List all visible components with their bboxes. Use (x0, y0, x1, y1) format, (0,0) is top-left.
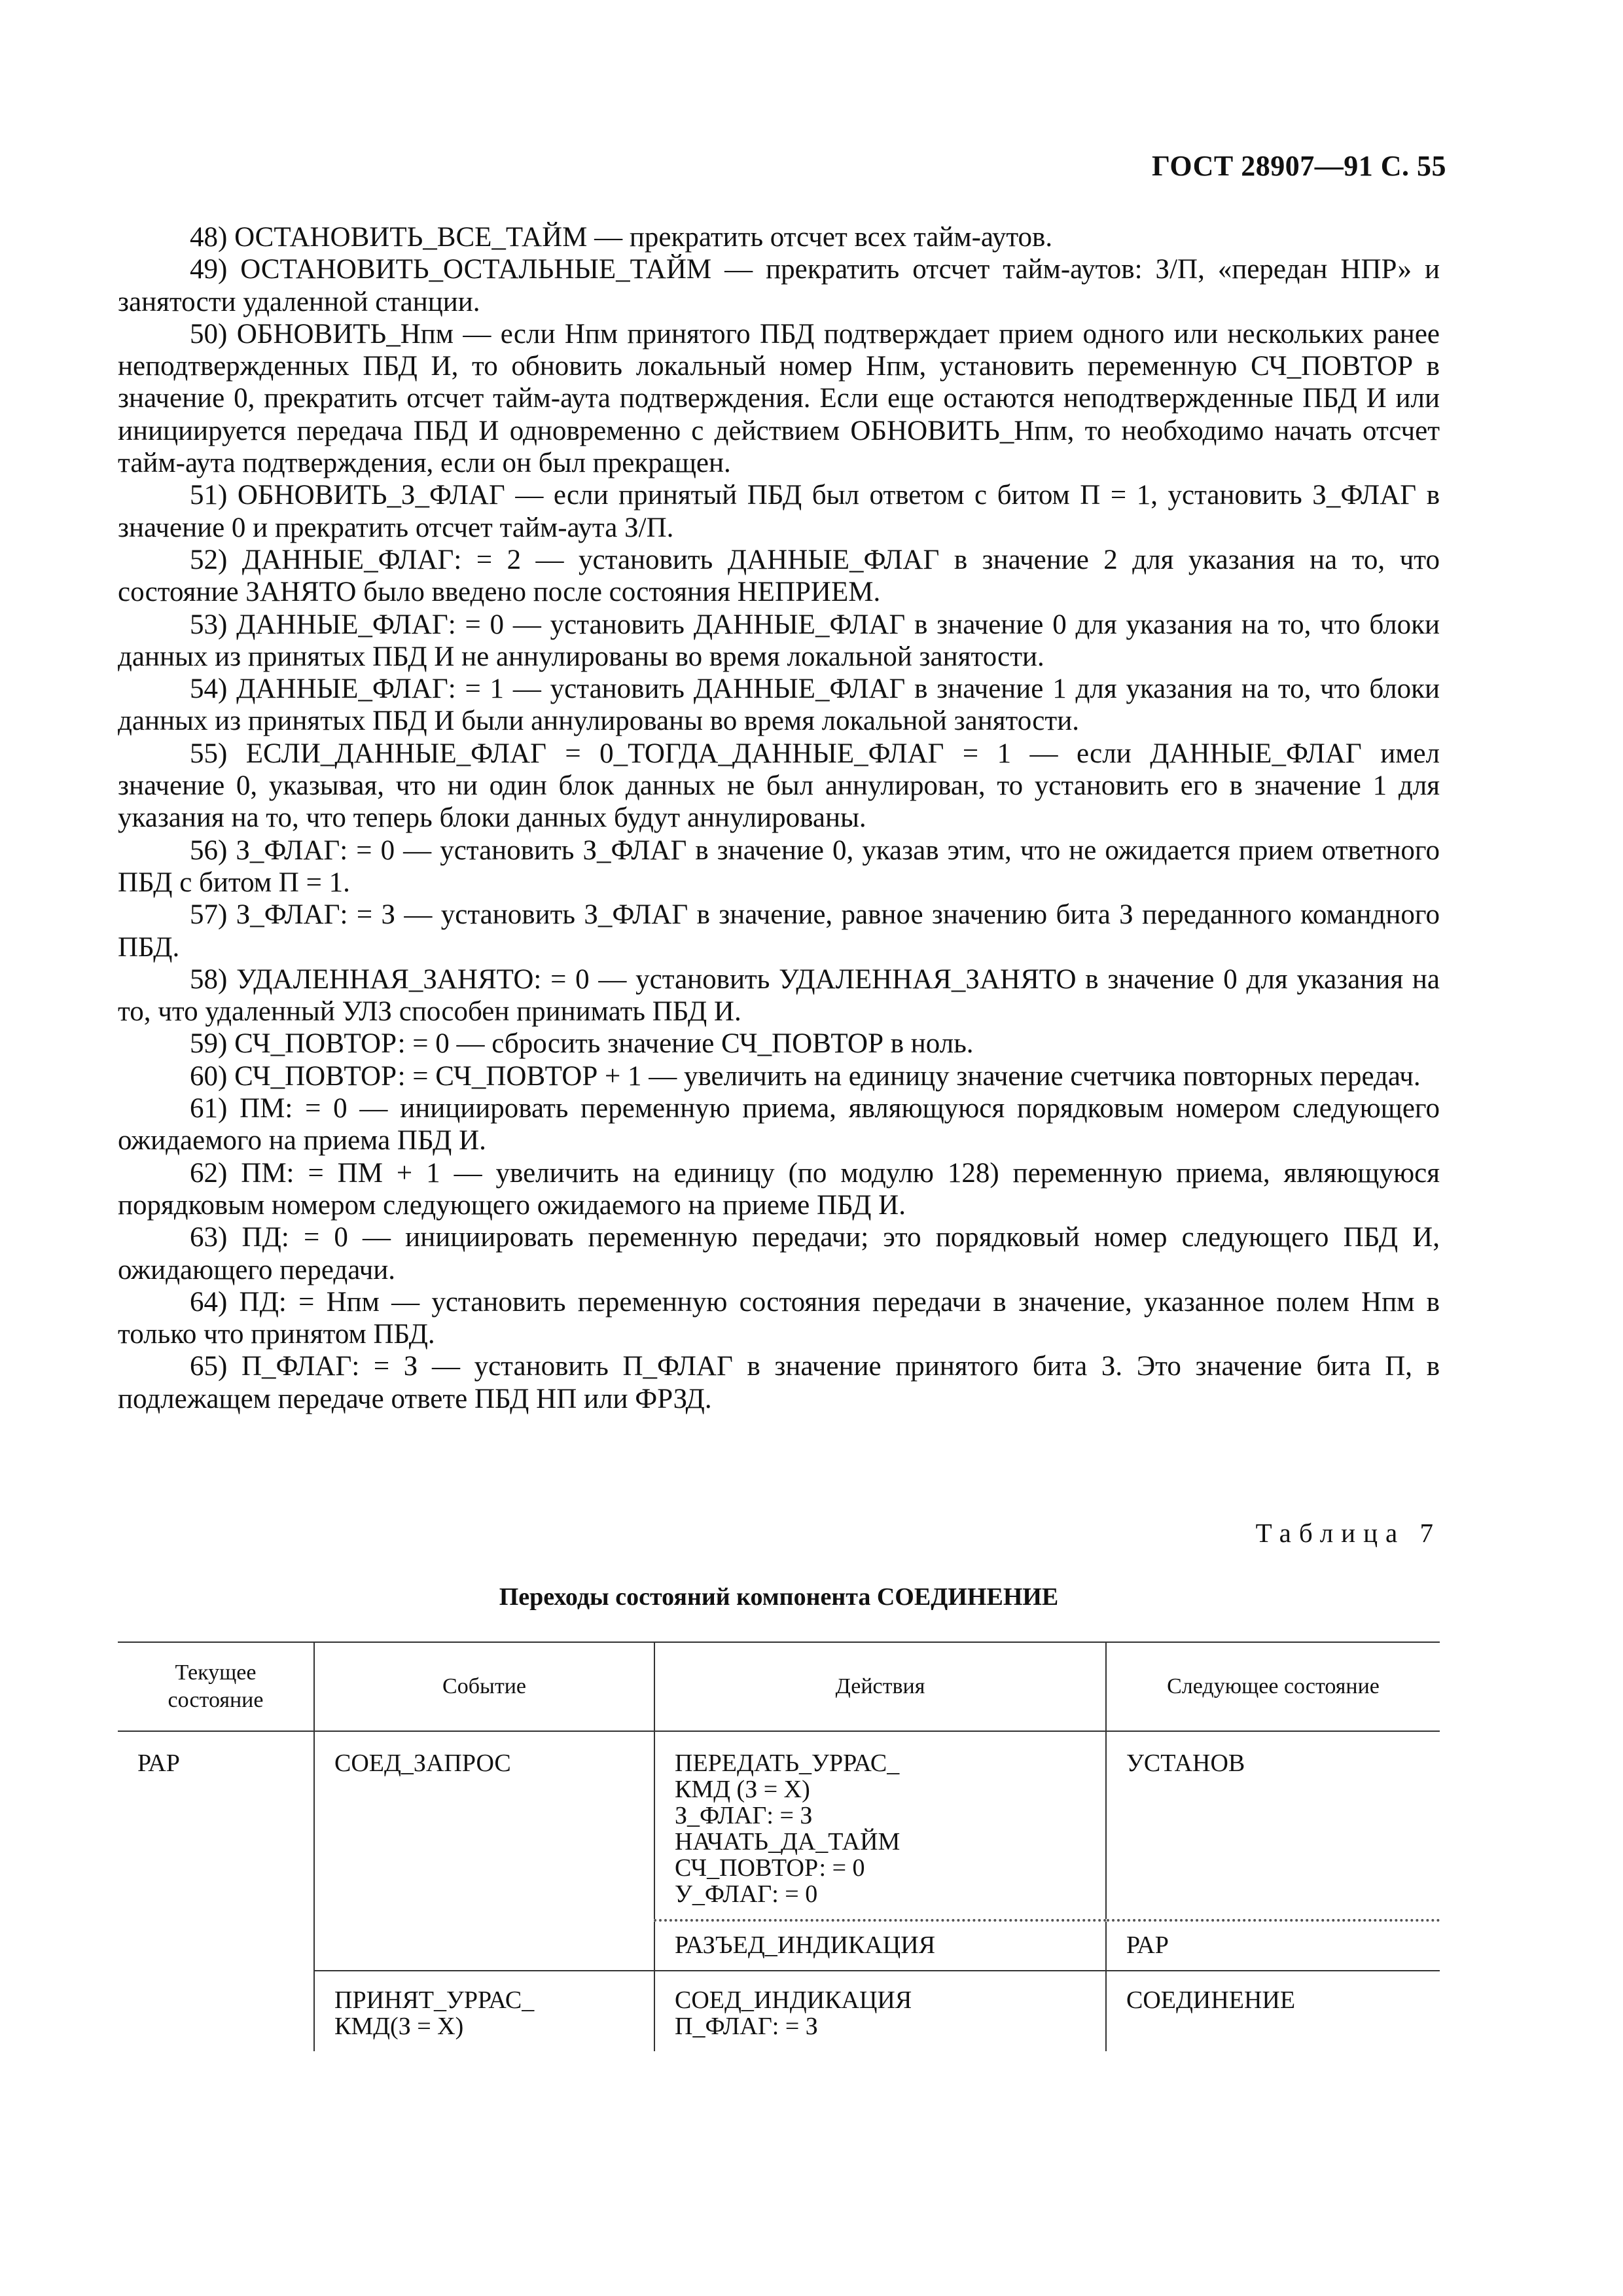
paragraph-55: 55) ЕСЛИ_ДАННЫЕ_ФЛАГ = 0_ТОГДА_ДАННЫЕ_ФЛАГ = 1 — если ДАННЫЕ_ФЛАГ имел значение 0, указывая, что ни один блок данных не был аннулирован, то установить его в значение 1 для указания на то, что теперь блоки данных будут аннулированы. (118, 738, 1440, 834)
header-actions: Действия (654, 1643, 1106, 1731)
paragraph-60: 60) СЧ_ПОВТОР: = СЧ_ПОВТОР + 1 — увеличить на единицу значение счетчика повторных передач. (190, 1060, 1421, 1092)
cell-actions: СОЕД_ИНДИКАЦИЯ П_ФЛАГ: = З (654, 1971, 1106, 2051)
transitions-table (118, 1641, 1440, 2051)
cell-next-state: УСТАНОВ (1106, 1731, 1440, 1920)
cell-event: СОЕД_ЗАПРОС (314, 1731, 654, 1920)
paragraph-54: 54) ДАННЫЕ_ФЛАГ: = 1 — установить ДАННЫЕ_ФЛАГ в значение 1 для указания на то, что блоки данных из принятых ПБД И были аннулированы во время локальной занятости. (118, 673, 1440, 737)
paragraph-58: 58) УДАЛЕННАЯ_ЗАНЯТО: = 0 — установить УДАЛЕННАЯ_ЗАНЯТО в значение 0 для указания на то, что удаленный УЛЗ способен принимать ПБД И. (118, 963, 1440, 1028)
cell-actions: РАЗЪЕД_ИНДИКАЦИЯ (654, 1920, 1106, 1971)
body-text (118, 221, 1440, 1415)
paragraph-62: 62) ПМ: = ПМ + 1 — увеличить на единицу (по модулю 128) переменную приема, являющуюся порядковым номером следующего ожидаемого на приеме ПБД И. (118, 1157, 1440, 1221)
paragraph-52: 52) ДАННЫЕ_ФЛАГ: = 2 — установить ДАННЫЕ_ФЛАГ в значение 2 для указания на то, что состояние ЗАНЯТО было введено после состояния НЕПРИЕМ. (118, 544, 1440, 608)
cell-event (314, 1920, 654, 1971)
paragraph-49: 49) ОСТАНОВИТЬ_ОСТАЛЬНЫЕ_ТАЙМ — прекратить отсчет тайм-аутов: З/П, «передан НПР» и занятости удаленной станции. (118, 254, 1440, 317)
cell-actions: ПЕРЕДАТЬ_УРРАС_ КМД (З = Х) З_ФЛАГ: = З НАЧАТЬ_ДА_ТАЙМ СЧ_ПОВТОР: = 0 У_ФЛАГ: = 0 (654, 1731, 1106, 1920)
paragraph-57: 57) З_ФЛАГ: = З — установить З_ФЛАГ в значение, равное значению бита З переданного командного ПБД. (118, 899, 1440, 963)
paragraph-61: 61) ПМ: = 0 — инициировать переменную приема, являющуюся порядковым номером следующего ожидаемого на приема ПБД И. (118, 1093, 1440, 1157)
paragraph-65: 65) П_ФЛАГ: = З — установить П_ФЛАГ в значение принятого бита З. Это значение бита П, в подлежащем передаче ответе ПБД НП или ФРЗД. (118, 1351, 1440, 1414)
table-row (118, 1920, 1440, 1971)
table-header-row (118, 1643, 1440, 1731)
paragraph-53: 53) ДАННЫЕ_ФЛАГ: = 0 — установить ДАННЫЕ_ФЛАГ в значение 0 для указания на то, что блоки данных из принятых ПБД И не аннулированы во время локальной занятости. (118, 609, 1440, 672)
cell-state (118, 1920, 314, 1971)
paragraph-51: 51) ОБНОВИТЬ_З_ФЛАГ — если принятый ПБД был ответом с битом П = 1, установить З_ФЛАГ в значение 0 и прекратить отсчет тайм-аута З/П. (118, 480, 1440, 543)
paragraph-56: 56) З_ФЛАГ: = 0 — установить З_ФЛАГ в значение 0, указав этим, что не ожидается прием ответного ПБД с битом П = 1. (118, 834, 1440, 898)
table-row (118, 1731, 1440, 1920)
paragraph-48: 48) ОСТАНОВИТЬ_ВСЕ_ТАЙМ — прекратить отсчет всех тайм-аутов. (190, 222, 1053, 253)
paragraph-64: 64) ПД: = Нпм — установить переменную состояния передачи в значение, указанное полем Нпм в только что принятом ПБД. (118, 1286, 1440, 1350)
table-title: Переходы состояний компонента СОЕДИНЕНИЕ (499, 1583, 1059, 1611)
paragraph-50: 50) ОБНОВИТЬ_Нпм — если Нпм принятого ПБД подтверждает прием одного или нескольких ранее неподтвержденных ПБД И, то обновить локальный номер Нпм, установить переменную СЧ_ПОВТОР в значение 0, прекратить отсчет тайм-аута подтверждения. Если еще остаются неподтвержденные ПБД И или инициируется передача ПБД И одновременно с действием ОБНОВИТЬ_Нпм, то необходимо начать отсчет тайм-аута подтверждения, если он был прекращен. (118, 318, 1440, 479)
cell-next-state: СОЕДИНЕНИЕ (1106, 1971, 1440, 2051)
cell-next-state: РАР (1106, 1920, 1440, 1971)
table-caption: Таблица 7 (1255, 1518, 1441, 1548)
cell-state (118, 1971, 314, 2051)
paragraph-63: 63) ПД: = 0 — инициировать переменную передачи; это порядковый номер следующего ПБД И, ожидающего передачи. (118, 1222, 1440, 1285)
header-event: Событие (314, 1643, 654, 1731)
paragraph-59: 59) СЧ_ПОВТОР: = 0 — сбросить значение СЧ_ПОВТОР в ноль. (190, 1028, 974, 1060)
cell-state: РАР (137, 1749, 180, 1777)
cell-event: ПРИНЯТ_УРРАС_ КМД(З = Х) (314, 1971, 654, 2051)
header-next-state: Следующее состояние (1106, 1643, 1440, 1731)
table-row (118, 1971, 1440, 2051)
header-current-state: Текущее состояние (118, 1643, 314, 1731)
page-header: ГОСТ 28907—91 С. 55 (1151, 150, 1446, 182)
